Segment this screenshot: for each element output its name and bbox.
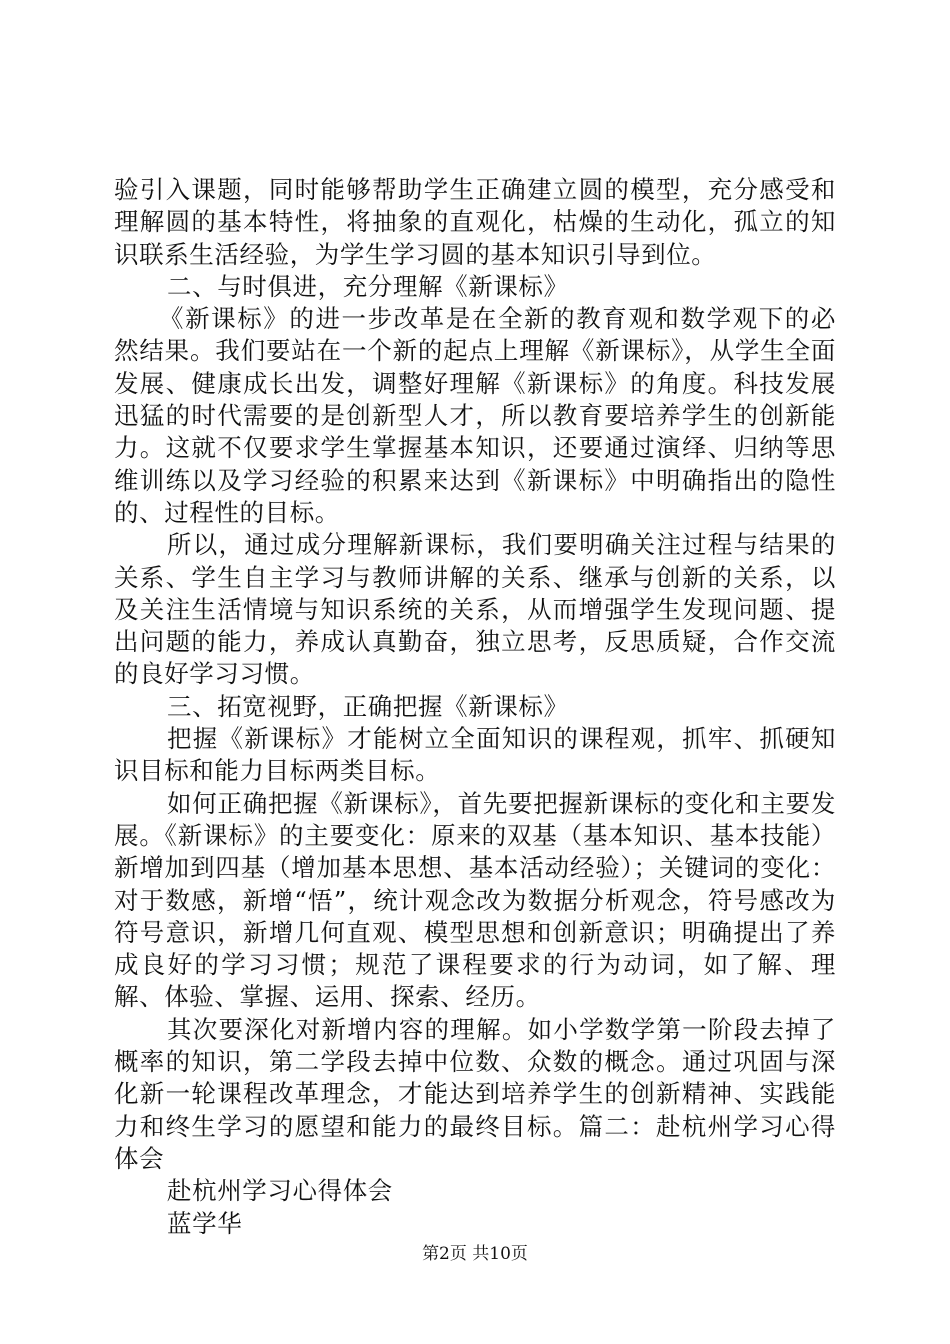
- paragraph: 其次要深化对新增内容的理解。如小学数学第一阶段去掉了概率的知识，第二学段去掉中位数、众数的概念。通过巩固与深化新一轮课程改革理念，才能达到培养学生的创新精神、实践能力和终生学习的愿望和能力的最终目标。篇二：赴杭州学习心得体会: [114, 1014, 836, 1173]
- section-heading-3: 三、拓宽视野，正确把握《新课标》: [167, 691, 569, 721]
- author-name: 蓝学华: [167, 1208, 243, 1238]
- page-number-footer: 第2页 共10页: [422, 1244, 528, 1264]
- paragraph: 所以，通过成分理解新课标，我们要明确关注过程与结果的关系、学生自主学习与教师讲解的关系、继承与创新的关系，以及关注生活情境与知识系统的关系，从而增强学生发现问题、提出问题的能力，养成认真勤奋，独立思考，反思质疑，合作交流的良好学习习惯。: [114, 530, 836, 689]
- paragraph: 把握《新课标》才能树立全面知识的课程观，抓牢、抓硬知识目标和能力目标两类目标。: [114, 724, 836, 786]
- document-body: [114, 174, 836, 1240]
- paragraph-continuation: 验引入课题，同时能够帮助学生正确建立圆的模型，充分感受和理解圆的基本特性，将抽象的直观化，枯燥的生动化，孤立的知识联系生活经验，为学生学习圆的基本知识引导到位。: [114, 175, 836, 269]
- section-heading-2: 二、与时俱进，充分理解《新课标》: [167, 271, 569, 301]
- article-title: 赴杭州学习心得体会: [167, 1176, 393, 1206]
- paragraph: 《新课标》的进一步改革是在全新的教育观和数学观下的必然结果。我们要站在一个新的起点上理解《新课标》，从学生全面发展、健康成长出发，调整好理解《新课标》的角度。科技发展迅猛的时代需要的是创新型人才，所以教育要培养学生的创新能力。这就不仅要求学生掌握基本知识，还要通过演绎、归纳等思维训练以及学习经验的积累来达到《新课标》中明确指出的隐性的、过程性的目标。: [114, 304, 836, 527]
- paragraph: 如何正确把握《新课标》，首先要把握新课标的变化和主要发展。《新课标》的主要变化：原来的双基（基本知识、基本技能）新增加到四基（增加基本思想、基本活动经验）；关键词的变化：对于数感，新增“悟”，统计观念改为数据分析观念，符号感改为符号意识，新增几何直观、模型思想和创新意识；明确提出了养成良好的学习习惯；规范了课程要求的行为动词，如了解、理解、体验、掌握、运用、探索、经历。: [114, 788, 836, 1012]
